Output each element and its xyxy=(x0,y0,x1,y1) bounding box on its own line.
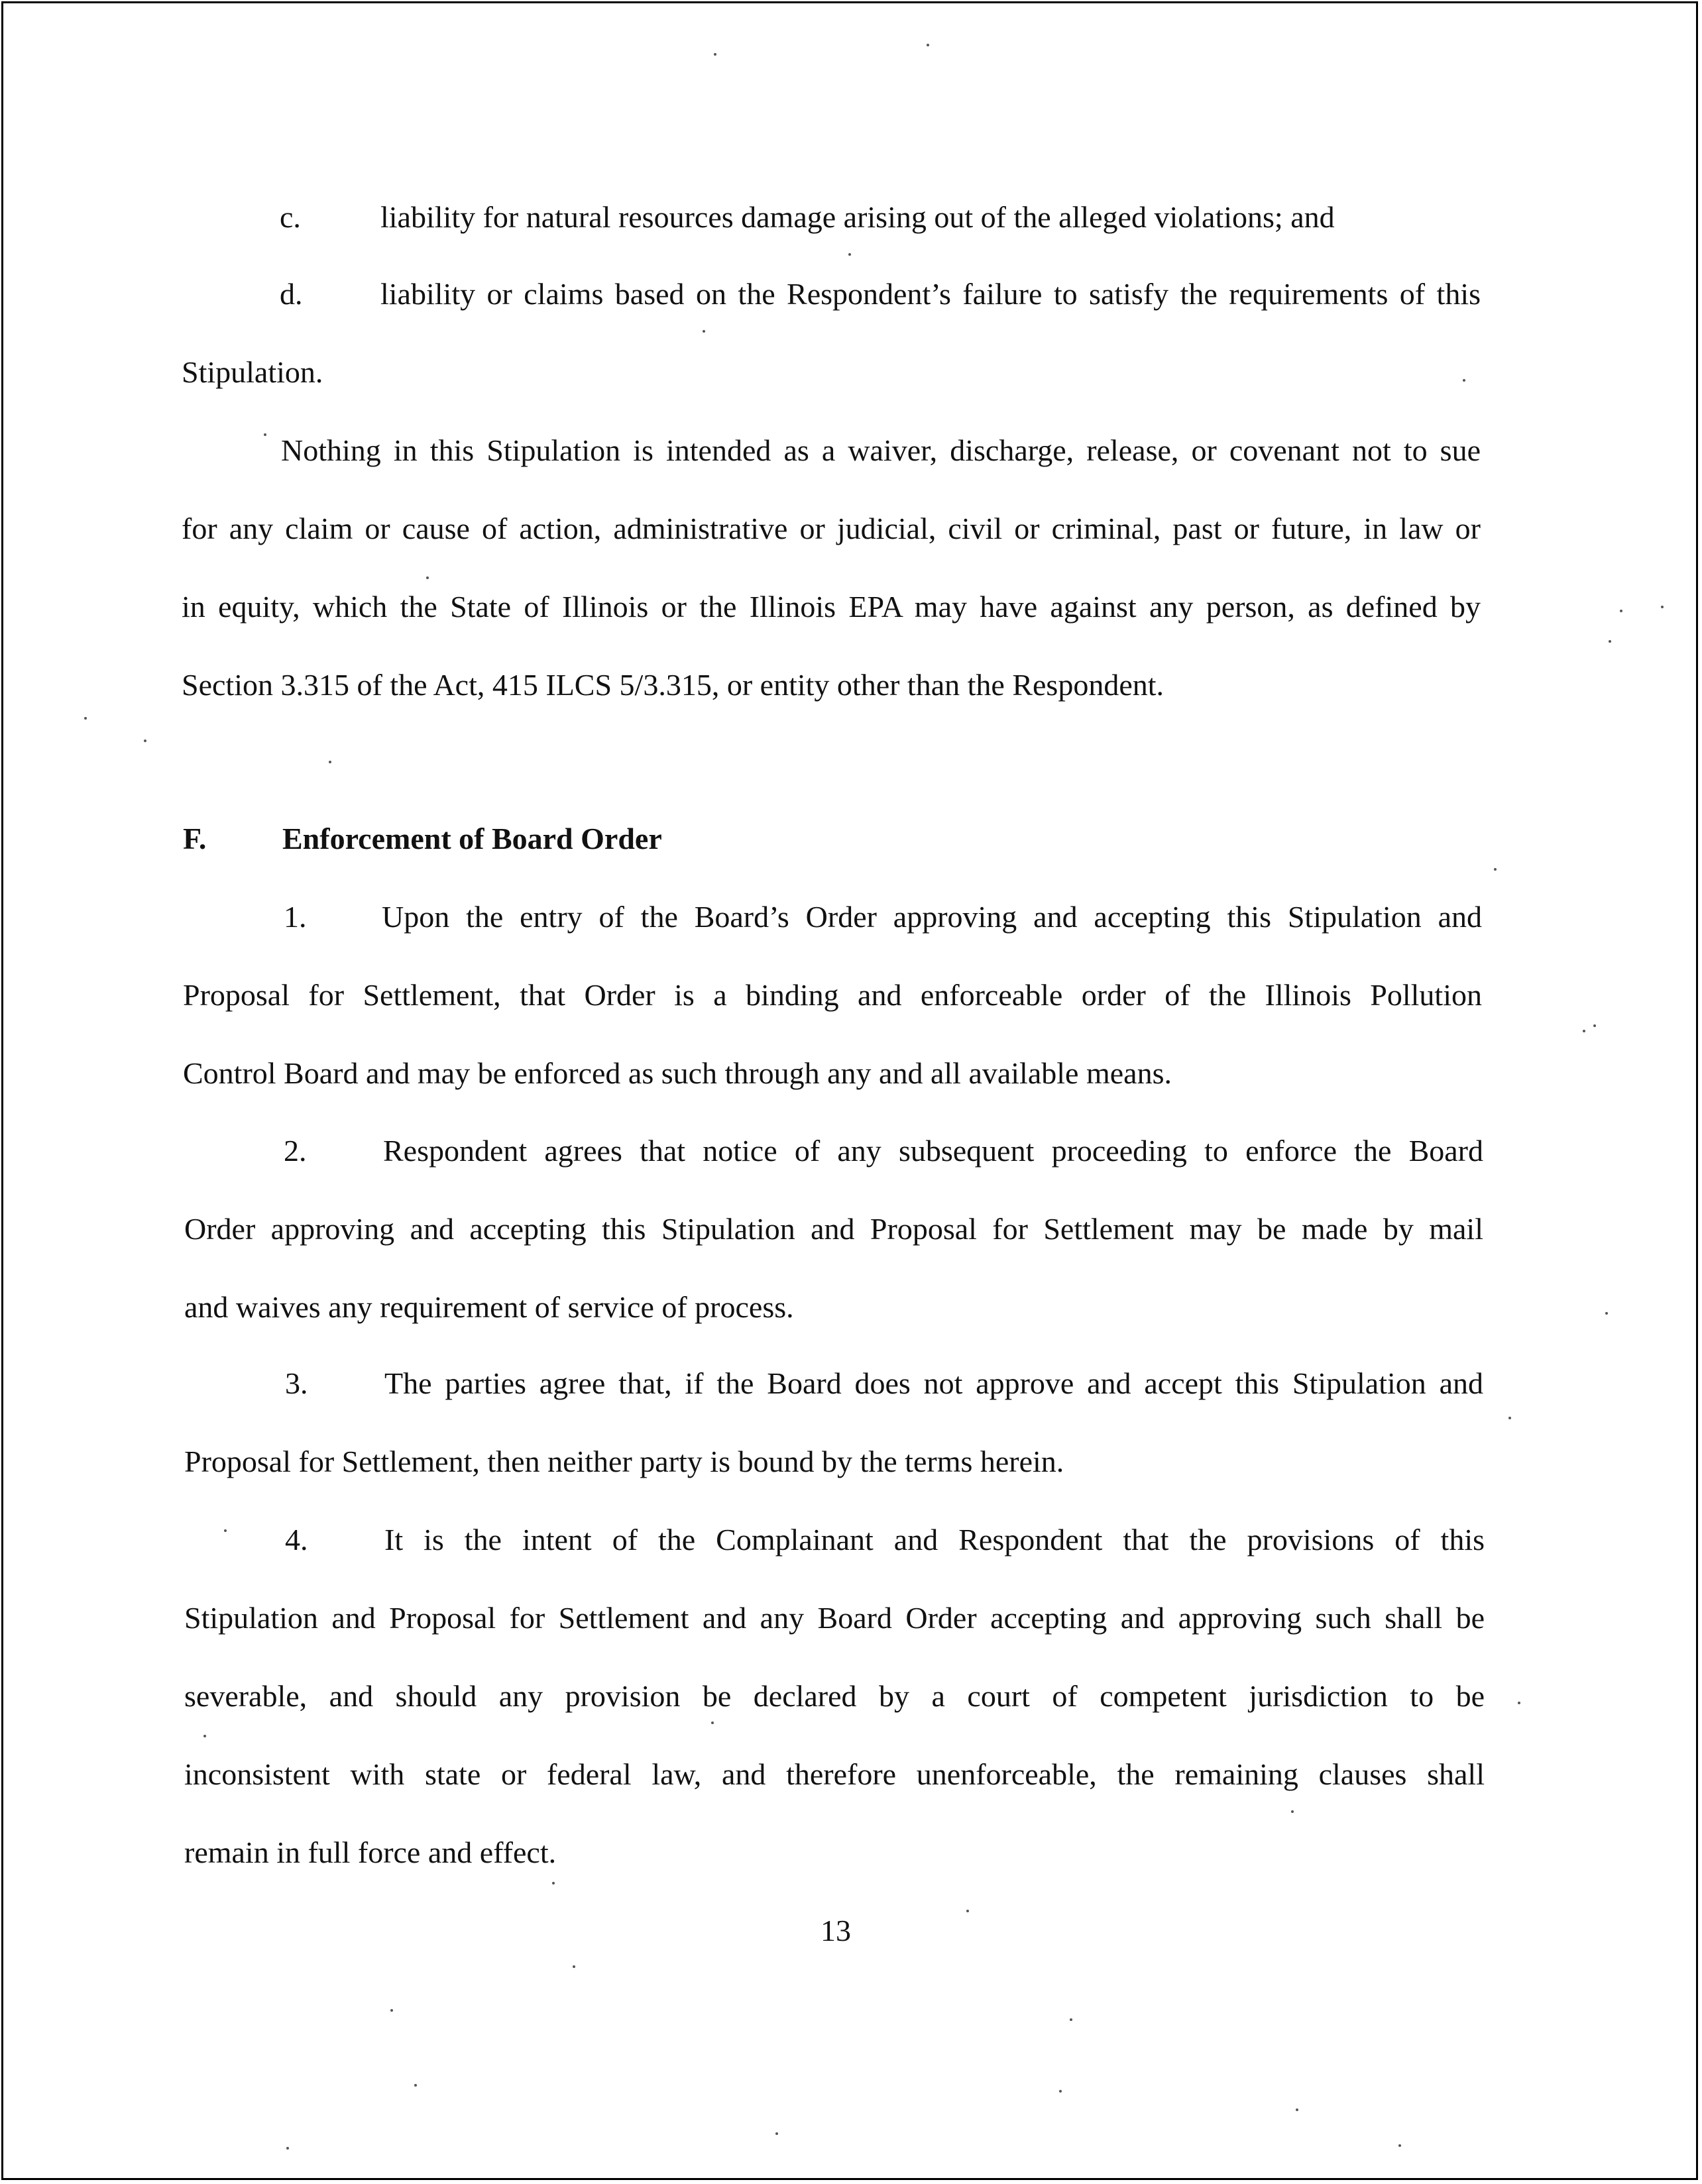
scan-speck xyxy=(1518,1702,1520,1704)
scan-speck xyxy=(1494,868,1497,871)
item-number: 1. xyxy=(284,900,307,934)
item-line: and waives any requirement of service of process. xyxy=(184,1290,794,1324)
scan-speck xyxy=(1593,1024,1596,1027)
list-item-d-line-2: Stipulation. xyxy=(182,355,323,389)
item-line: Proposal for Settlement, that Order is a binding and enforceable order of the Illinois Pollution xyxy=(183,978,1482,1012)
scan-speck xyxy=(966,1910,969,1912)
scan-speck xyxy=(714,53,716,56)
item-line: inconsistent with state or federal law, and therefore unenforceable, the remaining clauses shall xyxy=(184,1757,1485,1791)
item-line: The parties agree that, if the Board does not approve and accept this Stipulation and xyxy=(384,1366,1483,1400)
scan-speck xyxy=(552,1882,555,1884)
scan-speck xyxy=(1296,2108,1298,2111)
scan-speck xyxy=(1059,2090,1062,2093)
section-letter: F. xyxy=(183,822,207,855)
page-number: 13 xyxy=(821,1914,851,1947)
scan-speck xyxy=(711,1721,714,1724)
scan-speck xyxy=(927,44,929,46)
item-line: Stipulation and Proposal for Settlement and any Board Order accepting and approving such shall be xyxy=(184,1601,1485,1635)
item-line: Control Board and may be enforced as such through any and all available means. xyxy=(183,1056,1172,1090)
paragraph-line: in equity, which the State of Illinois or the Illinois EPA may have against any person, as defined by xyxy=(182,590,1481,624)
item-line: Proposal for Settlement, then neither party is bound by the terms herein. xyxy=(184,1445,1064,1478)
scan-speck xyxy=(1398,2144,1401,2147)
paragraph-line: Section 3.315 of the Act, 415 ILCS 5/3.315, or entity other than the Respondent. xyxy=(182,668,1164,702)
item-line: Respondent agrees that notice of any subsequent proceeding to enforce the Board xyxy=(383,1134,1483,1168)
scan-speck xyxy=(1620,610,1622,612)
scan-speck xyxy=(1661,606,1664,608)
item-line: Order approving and accepting this Stipulation and Proposal for Settlement may be made by mail xyxy=(184,1212,1483,1246)
item-line: Upon the entry of the Board’s Order approving and accepting this Stipulation and xyxy=(382,900,1482,934)
scan-speck xyxy=(573,1965,575,1968)
scan-speck xyxy=(390,2009,393,2012)
list-marker-c: c. xyxy=(280,200,301,234)
scan-speck xyxy=(1605,1312,1608,1315)
list-item-c-text: liability for natural resources damage arising out of the alleged violations; and xyxy=(380,200,1335,234)
scan-speck xyxy=(426,576,429,579)
scan-speck xyxy=(286,2147,289,2150)
item-line: severable, and should any provision be declared by a court of competent jurisdiction to be xyxy=(184,1679,1485,1713)
scan-speck xyxy=(775,2132,778,2135)
list-marker-d: d. xyxy=(280,277,303,311)
item-line: It is the intent of the Complainant and Respondent that the provisions of this xyxy=(384,1523,1485,1556)
item-line: remain in full force and effect. xyxy=(184,1835,557,1869)
scan-speck xyxy=(1291,1810,1294,1813)
item-number: 3. xyxy=(285,1366,308,1400)
scan-speck xyxy=(1463,379,1465,382)
scan-speck xyxy=(203,1735,206,1737)
section-heading: Enforcement of Board Order xyxy=(282,822,662,855)
scan-speck xyxy=(329,761,331,763)
scan-speck xyxy=(1583,1030,1585,1032)
paragraph-line: Nothing in this Stipulation is intended as a waiver, discharge, release, or covenant not to sue xyxy=(281,433,1481,467)
scan-speck xyxy=(1508,1417,1511,1419)
scan-speck xyxy=(84,717,87,720)
paragraph-line: for any claim or cause of action, administrative or judicial, civil or criminal, past or future, in law or xyxy=(182,512,1481,545)
scan-speck xyxy=(144,739,146,742)
scan-speck xyxy=(264,433,266,436)
scan-speck xyxy=(1070,2018,1072,2021)
list-item-d-line-1: liability or claims based on the Respondent’s failure to satisfy the requirements of this xyxy=(380,277,1481,311)
scan-speck xyxy=(224,1529,227,1532)
scan-speck xyxy=(848,253,851,256)
scan-speck xyxy=(1609,640,1611,643)
scan-speck xyxy=(414,2084,417,2087)
item-number: 4. xyxy=(285,1523,308,1556)
scan-speck xyxy=(703,330,705,333)
item-number: 2. xyxy=(284,1134,307,1168)
